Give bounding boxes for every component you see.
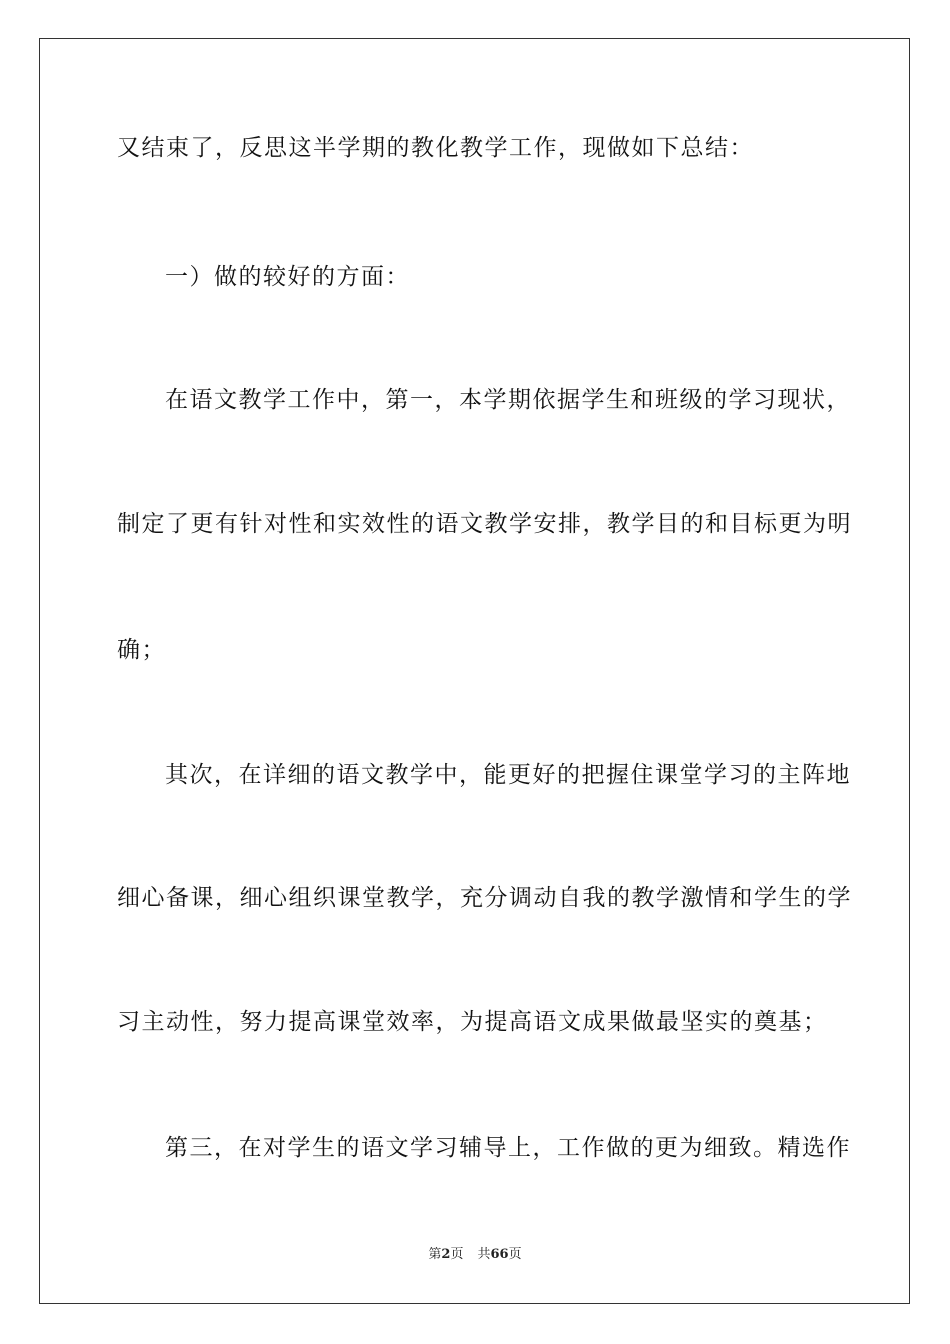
footer-page-number: 2 [441,1247,451,1262]
text-line-1: 又结束了，反思这半学期的教化教学工作，现做如下总结： [117,135,754,161]
text-line-9: 第三，在对学生的语文学习辅导上，工作做的更为细致。精选作 [165,1135,851,1161]
text-line-4: 制定了更有针对性和实效性的语文教学安排，教学目的和目标更为明 [117,511,852,537]
footer-total-number: 66 [490,1247,509,1262]
footer-page-suffix: 页 [450,1247,464,1262]
footer-total-prefix: 共 [477,1247,491,1262]
page-footer [0,1246,950,1264]
text-line-3: 在语文教学工作中，第一，本学期依据学生和班级的学习现状， [165,387,851,413]
text-line-7: 细心备课，细心组织课堂教学，充分调动自我的教学激情和学生的学 [117,885,852,911]
page-frame [39,38,910,1304]
text-line-6: 其次，在详细的语文教学中，能更好的把握住课堂学习的主阵地 [165,762,851,788]
footer-page-prefix: 第 [428,1247,442,1262]
text-line-5: 确； [117,637,166,663]
footer-total-suffix: 页 [508,1247,522,1262]
section-heading: 一）做的较好的方面： [165,264,410,290]
text-line-8: 习主动性，努力提高课堂效率，为提高语文成果做最坚实的奠基； [117,1009,828,1035]
